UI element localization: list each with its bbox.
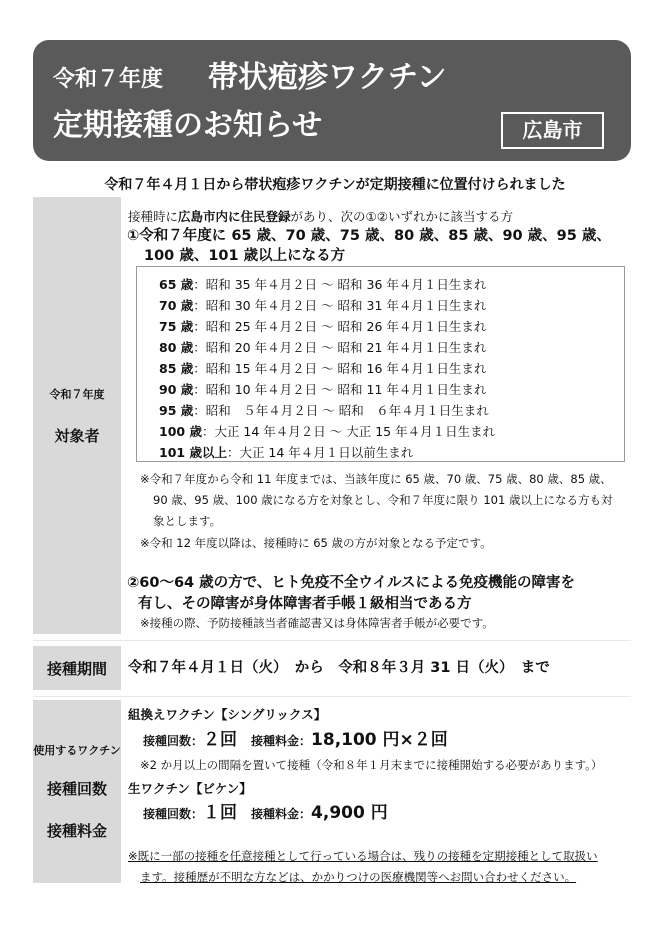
divider	[33, 696, 631, 697]
vaccine-1-count: ２回	[203, 730, 238, 750]
vaccine-sidebar-title: 使用するワクチン	[33, 744, 121, 757]
vaccine-2-details: 接種回数：１回 接種料金：4,900 円	[143, 803, 388, 823]
age-row: 70 歳：昭和 30 年４月２日 ～ 昭和 31 年４月１日生まれ	[159, 298, 487, 313]
vaccine-sidebar	[33, 700, 121, 883]
age-row: 75 歳：昭和 25 年４月２日 ～ 昭和 26 年４月１日生まれ	[159, 319, 487, 334]
age-row: 90 歳：昭和 10 年４月２日 ～ 昭和 11 年４月１日生まれ	[159, 382, 487, 397]
divider	[33, 640, 631, 641]
age-row: 100 歳：大正 14 年４月２日 ～ 大正 15 年４月１日生まれ	[159, 424, 496, 439]
condition-1-line2: 100 歳、101 歳以上になる方	[144, 248, 346, 264]
target-note-1b: 90 歳、95 歳、100 歳になる方を対象とし、令和７年度に限り 101 歳以上になる方も対	[153, 493, 613, 507]
vaccine-sidebar-count: 接種回数	[46, 780, 107, 798]
target-note-1c: 象とします。	[153, 514, 222, 528]
title-main: 帯状疱疹ワクチン	[208, 60, 447, 95]
age-row: 95 歳：昭和 ５年４月２日 ～ 昭和 ６年４月１日生まれ	[159, 403, 489, 418]
vaccine-1-note: ※2 か月以上の間隔を置いて接種（令和８年１月末までに接種開始する必要があります。）	[140, 758, 603, 772]
target-note-1: ※令和７年度から令和 11 年度までは、当該年度に 65 歳、70 歳、75 歳、80 歳、85 歳、	[140, 472, 612, 486]
age-row: 80 歳：昭和 20 年４月２日 ～ 昭和 21 年４月１日生まれ	[159, 340, 487, 355]
condition-2-note: ※接種の際、予防接種該当者確認書又は身体障害者手帳が必要です。	[140, 616, 494, 630]
period-label: 接種期間	[46, 660, 107, 678]
period-sidebar	[33, 646, 121, 690]
vaccine-1-fee: 18,100 円×２回	[311, 730, 448, 750]
target-sidebar-title: 対象者	[54, 427, 100, 445]
target-intro: 接種時に広島市内に住民登録があり、次の①②いずれかに該当する方	[128, 209, 513, 224]
title-banner	[33, 40, 631, 161]
target-note-2: ※令和 12 年度以降は、接種時に 65 歳の方が対象となる予定です。	[140, 536, 492, 550]
vaccine-sidebar-fee: 接種料金	[46, 822, 107, 840]
vaccine-2-count: １回	[203, 803, 238, 823]
target-sidebar-year: 令和７年度	[49, 388, 105, 401]
age-row: 65 歳：昭和 35 年４月２日 ～ 昭和 36 年４月１日生まれ	[159, 277, 487, 292]
age-table	[136, 266, 625, 462]
target-sidebar	[33, 197, 121, 634]
age-row: 101 歳以上：大正 14 年４月１日以前生まれ	[159, 445, 414, 460]
period-text: 令和７年４月１日（火） から 令和８年３月 31 日（火） まで	[128, 660, 550, 676]
condition-2-line2: 有し、その障害が身体障害者手帳１級相当である方	[138, 596, 472, 612]
footer-note-line1: ※既に一部の接種を任意接種として行っている場合は、残りの接種を定期接種として取扱い	[128, 849, 598, 863]
vaccine-1-name: 組換えワクチン【シングリックス】	[128, 707, 327, 722]
footer-note-line2: ます。接種歴が不明な方などは、かかりつけの医療機関等へお問い合わせください。	[140, 870, 577, 884]
age-row: 85 歳：昭和 15 年４月２日 ～ 昭和 16 年４月１日生まれ	[159, 361, 487, 376]
vaccine-2-fee: 4,900 円	[311, 803, 388, 823]
title-line2: 定期接種のお知らせ	[53, 108, 323, 143]
city-badge: 広島市	[501, 112, 604, 149]
condition-1-line1: ①令和７年度に 65 歳、70 歳、75 歳、80 歳、85 歳、90 歳、95 歳、	[127, 228, 611, 244]
vaccine-2-name: 生ワクチン【ビケン】	[128, 781, 252, 796]
announcement: 令和７年４月１日から帯状疱疹ワクチンが定期接種に位置付けられました	[104, 177, 566, 193]
condition-2-line1: ②60～64 歳の方で、ヒト免疫不全ウイルスによる免疫機能の障害を	[127, 575, 576, 591]
title-prefix: 令和７年度	[53, 67, 164, 92]
vaccine-1-details: 接種回数：２回 接種料金：18,100 円×２回	[143, 730, 448, 750]
